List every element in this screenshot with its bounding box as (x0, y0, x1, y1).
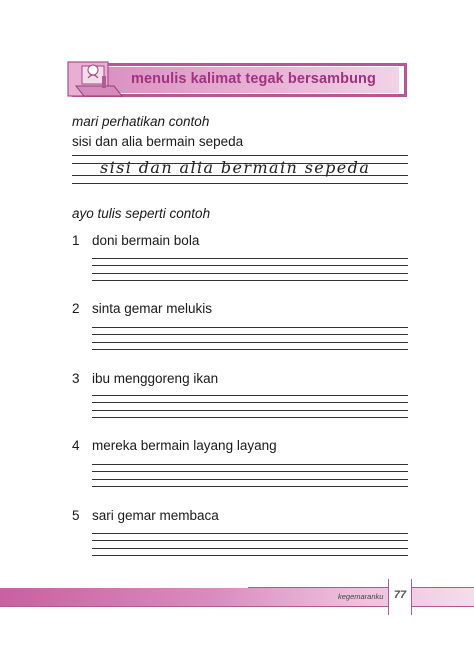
item-number: 4 (72, 438, 80, 453)
example-sentence: sisi dan alia bermain sepeda (72, 134, 244, 149)
item-text: sinta gemar melukis (92, 301, 213, 316)
writing-lines-2[interactable] (92, 327, 408, 351)
writing-lines-1[interactable] (92, 258, 408, 282)
writing-lines-4[interactable] (92, 464, 408, 488)
example-instruction: mari perhatikan contoh (72, 114, 210, 129)
writing-lines-3[interactable] (92, 395, 408, 419)
item-number: 2 (72, 301, 80, 316)
footer-book-title: kegemaranku (338, 592, 384, 601)
page-title: menulis kalimat tegak bersambung (131, 71, 376, 87)
footer-divider-line (248, 587, 474, 588)
writing-desk-icon (66, 56, 124, 102)
page-number: 77 (393, 589, 407, 601)
item-text: ibu menggoreng ikan (92, 371, 219, 386)
item-text: doni bermain bola (92, 233, 200, 248)
exercise-instruction: ayo tulis seperti contoh (72, 206, 211, 221)
example-cursive-text: sisi dan alia bermain sepeda (100, 158, 371, 177)
item-text: sari gemar membaca (92, 508, 219, 523)
item-text: mereka bermain layang layang (92, 438, 277, 453)
item-number: 1 (72, 233, 80, 248)
item-number: 3 (72, 371, 80, 386)
item-number: 5 (72, 508, 80, 523)
writing-lines-5[interactable] (92, 533, 408, 557)
